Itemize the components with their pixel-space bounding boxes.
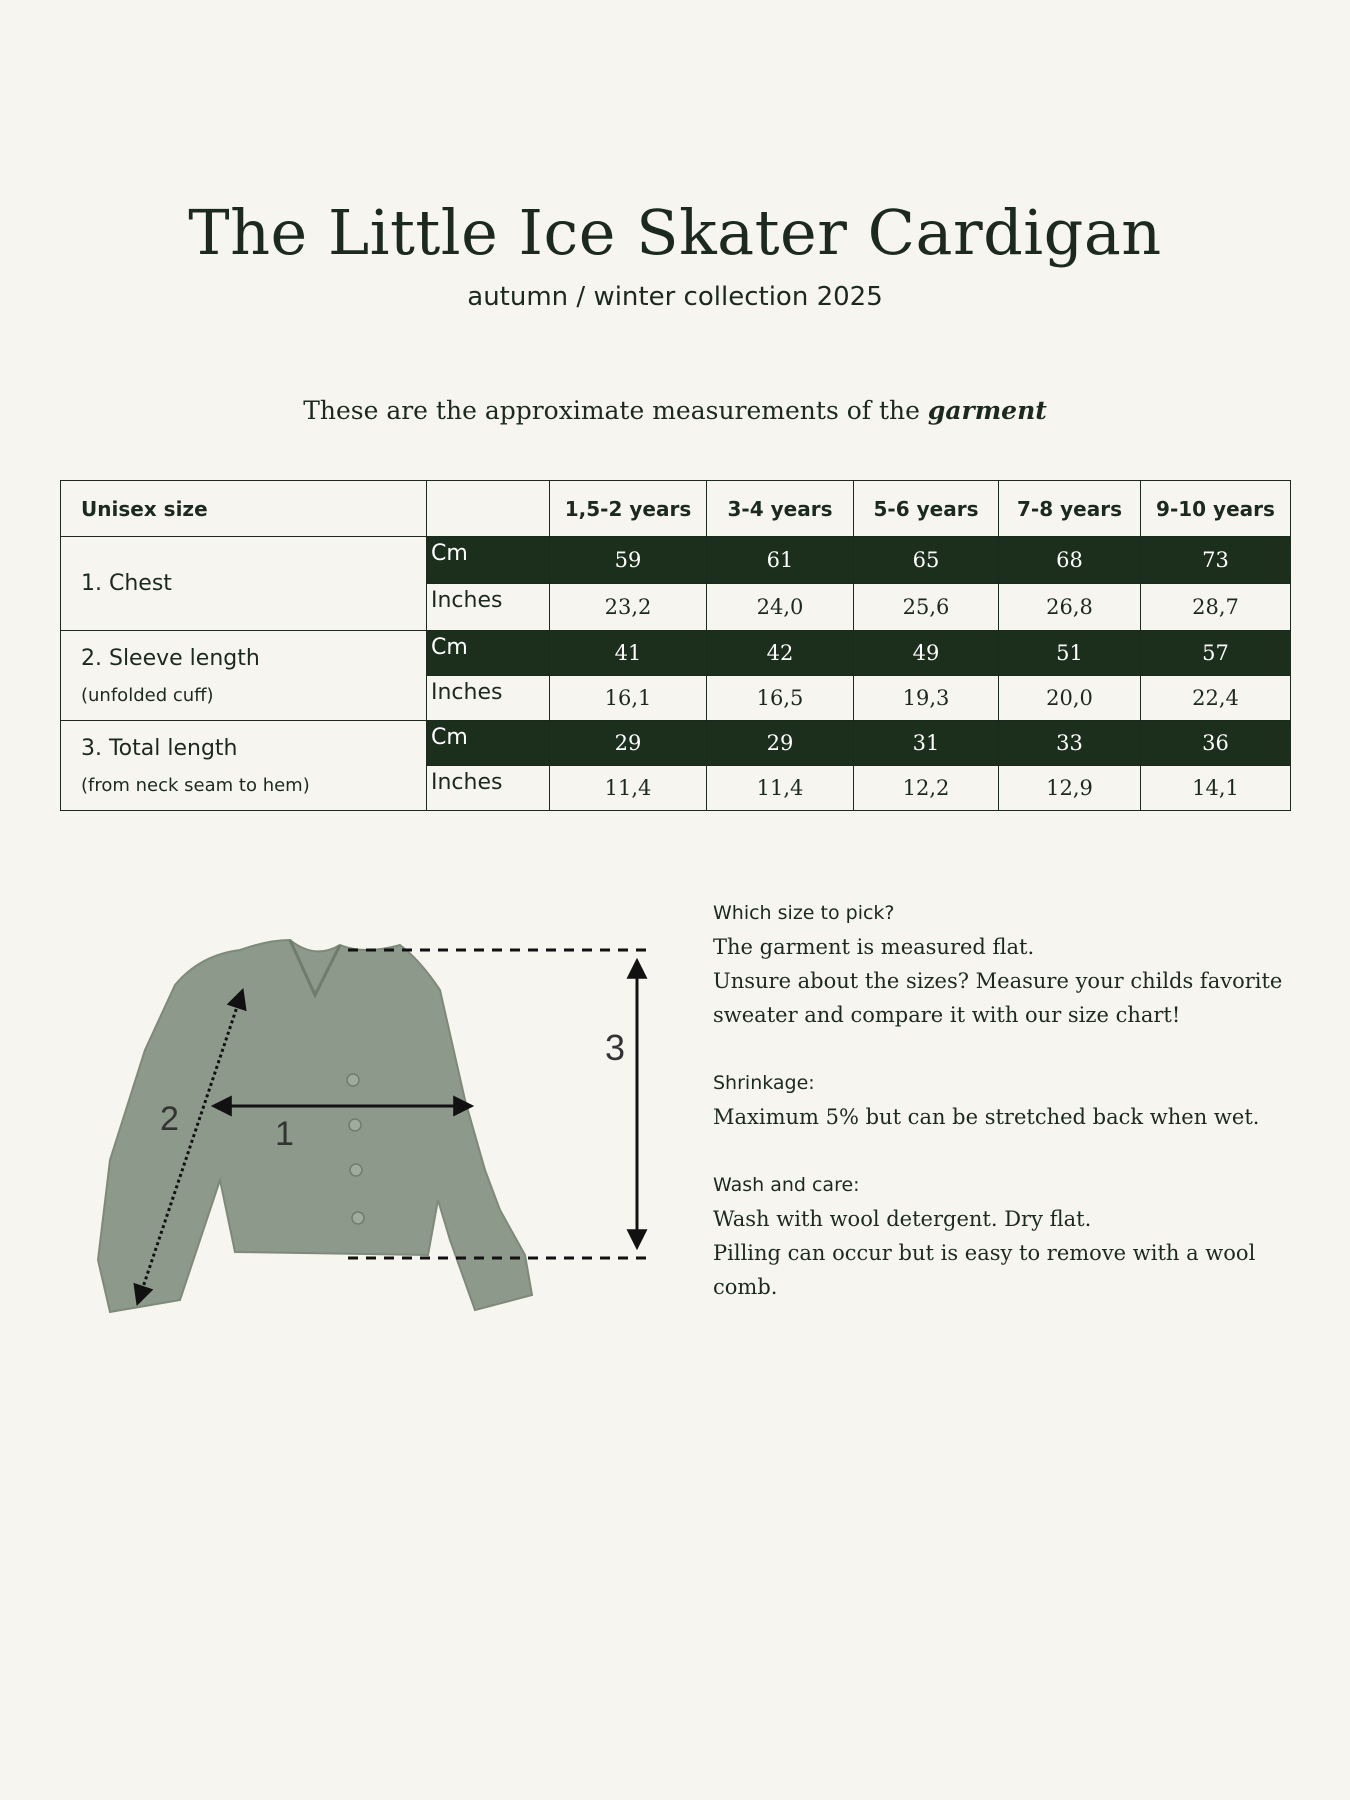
- table-cell: 19,3: [854, 676, 999, 721]
- collection-subtitle: autumn / winter collection 2025: [467, 282, 883, 312]
- table-cell: 29: [550, 721, 707, 766]
- table-cell: 57: [1141, 631, 1291, 676]
- table-cell: 20,0: [999, 676, 1141, 721]
- table-cell: 33: [999, 721, 1141, 766]
- care-info-section: [713, 896, 1313, 1304]
- header-unit-blank: [427, 481, 550, 537]
- table-cell: 28,7: [1141, 584, 1291, 631]
- table-cell: 65: [854, 537, 999, 584]
- shrinkage-line: Maximum 5% but can be stretched back when wet.: [713, 1105, 1260, 1129]
- shrinkage-heading: Shrinkage:: [713, 1072, 815, 1094]
- table-cell: 68: [999, 537, 1141, 584]
- table-cell: 59: [550, 537, 707, 584]
- table-cell: 42: [707, 631, 854, 676]
- size-line: sweater and compare it with our size chart!: [713, 1003, 1181, 1027]
- table-cell: 12,2: [854, 766, 999, 811]
- table-cell: 26,8: [999, 584, 1141, 631]
- marker-sleeve: 2: [160, 1100, 179, 1138]
- table-cell: 12,9: [999, 766, 1141, 811]
- table-cell: 31: [854, 721, 999, 766]
- marker-chest: 1: [275, 1115, 294, 1153]
- page-title: The Little Ice Skater Cardigan: [188, 196, 1162, 269]
- table-cell: 16,5: [707, 676, 854, 721]
- row-label-main: 2. Sleeve length: [81, 645, 260, 671]
- table-cell: 11,4: [550, 766, 707, 811]
- unit-cm: Cm: [427, 721, 550, 766]
- unit-cm: Cm: [427, 537, 550, 584]
- unit-inches: Inches: [427, 584, 550, 631]
- table-cell: 22,4: [1141, 676, 1291, 721]
- unit-cm: Cm: [427, 631, 550, 676]
- unit-inches: Inches: [427, 676, 550, 721]
- row-label-main: 3. Total length: [81, 735, 238, 761]
- header-unisex-size: Unisex size: [61, 481, 427, 537]
- table-row: [61, 721, 1291, 766]
- size-line: The garment is measured flat.: [713, 935, 1035, 959]
- header-size: 7-8 years: [999, 481, 1141, 537]
- measurements-intro: [0, 396, 1350, 425]
- table-cell: 73: [1141, 537, 1291, 584]
- row-label-sleeve: [61, 631, 427, 721]
- table-cell: 24,0: [707, 584, 854, 631]
- table-cell: 25,6: [854, 584, 999, 631]
- unit-inches: Inches: [427, 766, 550, 811]
- row-label-total-length: [61, 721, 427, 811]
- table-cell: 49: [854, 631, 999, 676]
- row-label-chest: [61, 537, 427, 631]
- intro-text: These are the approximate measurements of the: [303, 396, 928, 425]
- header-size: 5-6 years: [854, 481, 999, 537]
- row-label-main: 1. Chest: [81, 571, 172, 596]
- header-size: 9-10 years: [1141, 481, 1291, 537]
- table-header-row: [61, 481, 1291, 537]
- table-cell: 41: [550, 631, 707, 676]
- size-chart-table: [60, 480, 1291, 811]
- table-cell: 29: [707, 721, 854, 766]
- table-row: [61, 537, 1291, 584]
- cardigan-measurement-diagram: [90, 900, 670, 1320]
- table-cell: 16,1: [550, 676, 707, 721]
- size-heading: Which size to pick?: [713, 902, 895, 924]
- wash-line: Wash with wool detergent. Dry flat.: [713, 1207, 1092, 1231]
- table-cell: 11,4: [707, 766, 854, 811]
- table-cell: 36: [1141, 721, 1291, 766]
- intro-emphasis: garment: [927, 396, 1047, 425]
- table-row: [61, 631, 1291, 676]
- table-cell: 51: [999, 631, 1141, 676]
- wash-line: Pilling can occur but is easy to remove with a wool comb.: [713, 1241, 1256, 1299]
- row-label-sub: (unfolded cuff): [81, 684, 214, 706]
- row-label-sub: (from neck seam to hem): [81, 774, 310, 796]
- table-cell: 14,1: [1141, 766, 1291, 811]
- marker-total-length: 3: [605, 1027, 626, 1068]
- table-cell: 61: [707, 537, 854, 584]
- header-size: 3-4 years: [707, 481, 854, 537]
- wash-heading: Wash and care:: [713, 1174, 860, 1196]
- size-line: Unsure about the sizes? Measure your childs favorite: [713, 969, 1283, 993]
- header-size: 1,5-2 years: [550, 481, 707, 537]
- table-cell: 23,2: [550, 584, 707, 631]
